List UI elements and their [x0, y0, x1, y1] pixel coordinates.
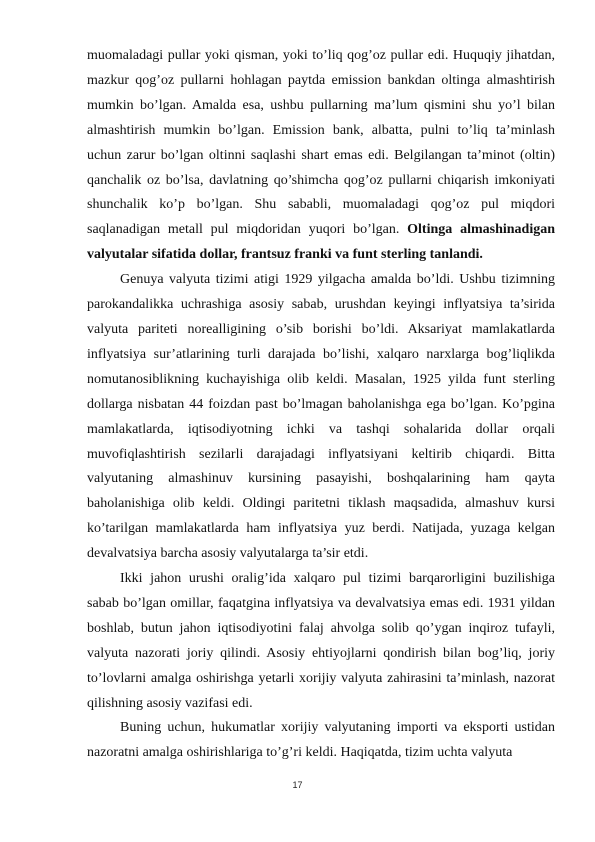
paragraph-1 [87, 44, 555, 268]
page-number: 17 [292, 780, 303, 790]
paragraph-3: Ikki jahon urushi oralig’ida xalqaro pul tizimi barqarorligini buzilishiga sabab bo’lgan omillar, faqatgina inflyatsiya va devalvatsiya emas edi. 1931 yildan boshlab, butun jahon iqtisodiyotini falaj ahvolga solib qo’ygan inqiroz tufayli, valyuta nazorati joriy qilindi. Asosiy ehtiyojlarni qondirish bilan bog’liq, joriy to’lovlarni amalga oshirishga yetarli xorijiy valyuta zahirasini ta’minlash, nazorat qilishning asosiy vazifasi edi. [87, 571, 555, 711]
paragraph-4: Buning uchun, hukumatlar xorijiy valyutaning importi va eksporti ustidan nazoratni amalga oshirishlariga to’g’ri keldi. Haqiqatda, tizim uchta valyuta [87, 720, 555, 761]
paragraph-1-bold-text: Oltinga almashinadigan valyutalar sifatida dollar, frantsuz franki va funt sterling tanlandi. [87, 222, 556, 263]
document-body [87, 44, 555, 766]
paragraph-1-text: muomaladagi pullar yoki qisman, yoki to’liq qog’oz pullar edi. Huquqiy jihatdan, mazkur qog’oz pullarni hohlagan paytda emission bankdan oltinga almashtirish mumkin bo’lgan. Amalda esa, ushbu pullarning ma’lum qismini shu yo’l bilan almashtirish mumkin bo’lgan. Emission bank, albatta, pulni to’liq ta’minlash uchun zarur bo’lgan oltinni saqlashi shart emas edi. Belgilangan ta’minot (oltin) qanchalik oz bo’lsa, davlatning qo’shimcha qog’oz pullarni chiqarish imkoniyati shunchalik ko’p bo’lgan. Shu sababli, muomaladagi qog’oz pul miqdori saqlanadigan metall pul miqdoridan yuqori bo’lgan. [87, 48, 555, 238]
paragraph-2: Genuya valyuta tizimi atigi 1929 yilgacha amalda bo’ldi. Ushbu tizimning parokandalikka uchrashiga asosiy sabab, urushdan keyingi inflyatsiya ta’sirida valyuta pariteti norealligining o’sib borishi bo’ldi. Aksariyat mamlakatlarda inflyatsiya sur’atlarining turli darajada bo’lishi, xalqaro narxlarga bog’liqlikda nomutanosiblikning kuchayishiga olib keldi. Masalan, 1925 yilda funt sterling dollarga nisbatan 44 foizdan past bo’lmagan baholanishga ega bo’lgan. Ko’pgina mamlakatlarda, iqtisodiyotning ichki va tashqi sohalarida dollar orqali muvofiqlashtirish sezilarli darajadagi inflyatsiyani keltirib chiqardi. Bitta valyutaning almashinuv kursining pasayishi, boshqalarining ham qayta baholanishiga olib keldi. Oldingi paritetni tiklash maqsadida, almashuv kursi ko’tarilgan mamlakatlarda ham inflyatsiya yuz berdi. Natijada, yuzaga kelgan devalvatsiya barcha asosiy valyutalarga ta’sir etdi. [87, 272, 555, 562]
